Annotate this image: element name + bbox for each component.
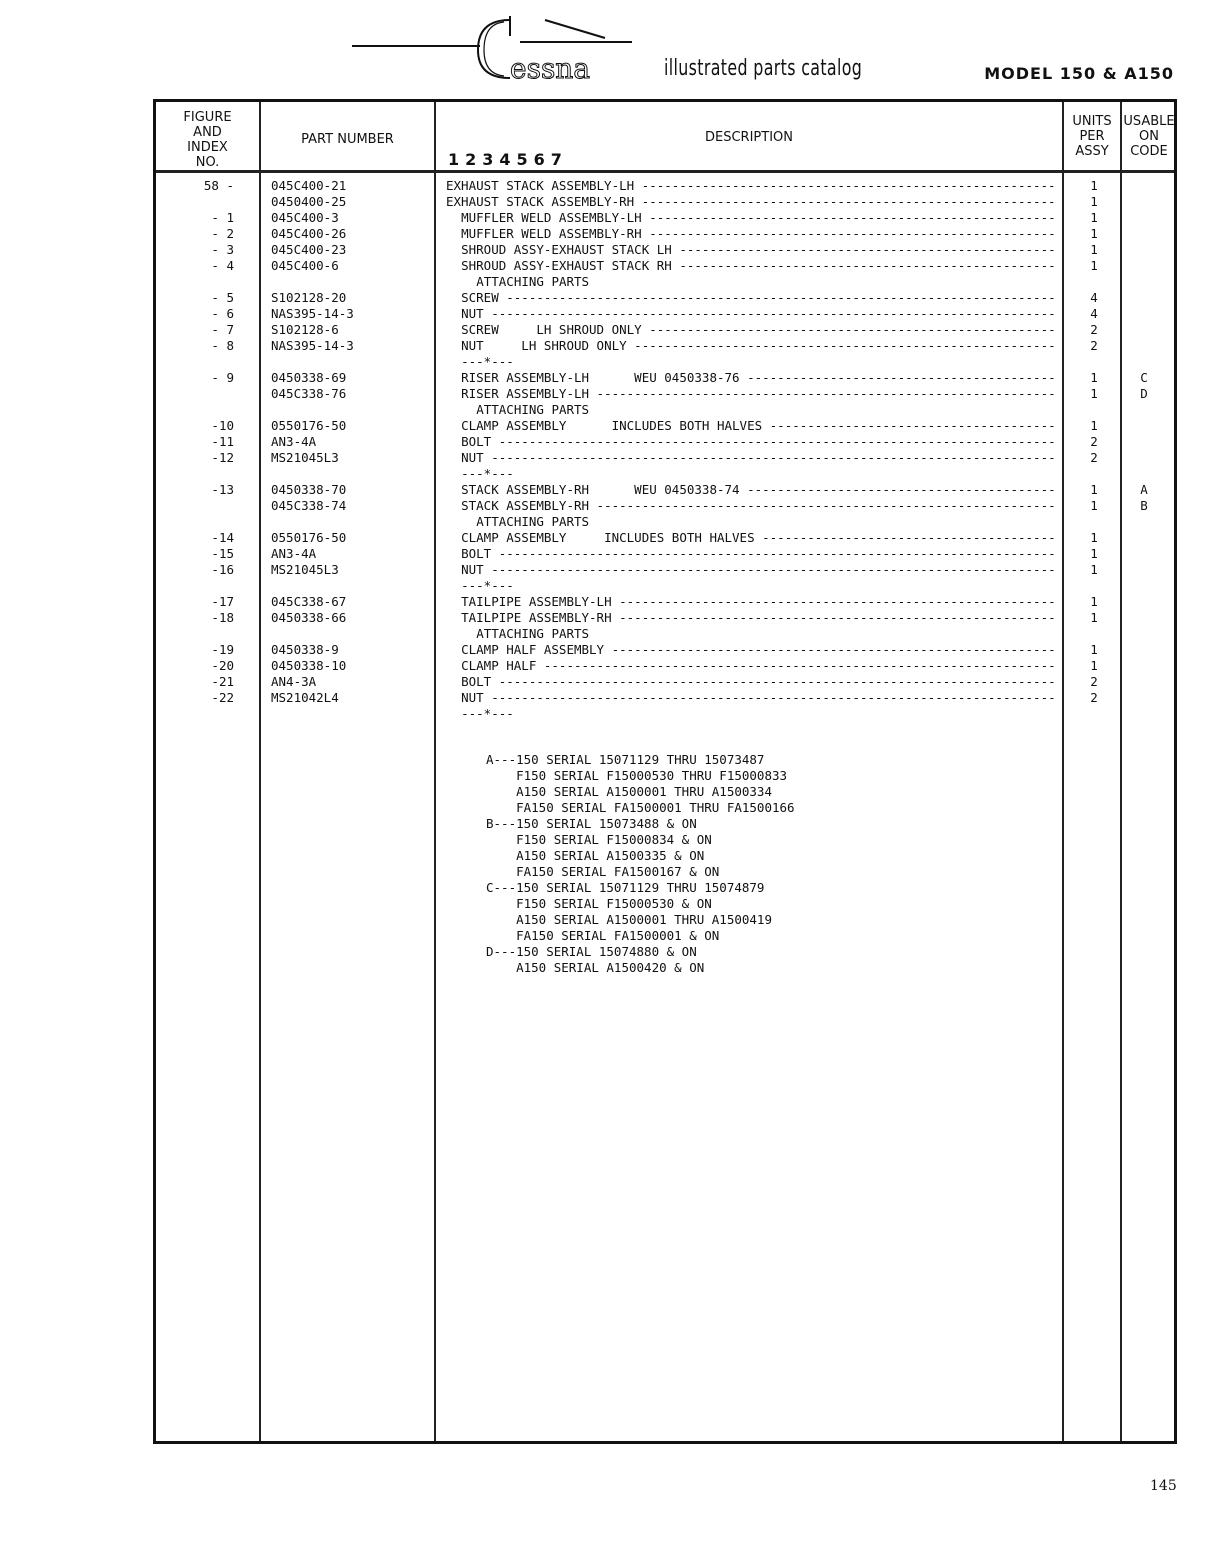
table-row: [156, 514, 1174, 530]
serial-note-line: A150 SERIAL A1500001 THRU A1500419: [486, 912, 772, 927]
part-number-cell: MS21042L4: [271, 690, 339, 705]
usable-code-cell: A: [1140, 482, 1148, 497]
units-cell: 1: [1090, 658, 1098, 673]
table-row: [156, 562, 1174, 578]
description-cell: ATTACHING PARTS: [476, 274, 590, 289]
units-cell: 1: [1090, 610, 1098, 625]
units-cell: 1: [1090, 210, 1098, 225]
part-number-cell: 045C338-74: [271, 498, 347, 513]
description-cell: NUT ---------------------------------------------------------------------------: [461, 562, 1056, 577]
figure-index-cell: - 3: [211, 242, 234, 257]
table-row: [156, 322, 1174, 338]
description-cell: CLAMP HALF --------------------------------------------------------------------: [461, 658, 1056, 673]
serial-note-line: A---150 SERIAL 15071129 THRU 15073487: [486, 752, 765, 767]
units-cell: 1: [1090, 386, 1098, 401]
parts-table: [153, 99, 1177, 1444]
part-number-cell: MS21045L3: [271, 562, 339, 577]
units-cell: 1: [1090, 562, 1098, 577]
serial-note-line: B---150 SERIAL 15073488 & ON: [486, 816, 697, 831]
units-cell: 1: [1090, 498, 1098, 513]
description-cell: SHROUD ASSY-EXHAUST STACK LH --------------------------------------------------: [461, 242, 1056, 257]
table-row: [156, 706, 1174, 722]
table-row: [156, 242, 1174, 258]
figure-index-cell: -15: [211, 546, 234, 561]
table-row: [156, 594, 1174, 610]
serial-note-line: FA150 SERIAL FA1500001 & ON: [486, 928, 720, 943]
description-cell: SCREW LH SHROUD ONLY ------------------------------------------------------: [461, 322, 1056, 337]
figure-index-cell: -10: [211, 418, 234, 433]
table-row: [156, 690, 1174, 706]
part-number-cell: MS21045L3: [271, 450, 339, 465]
units-cell: 1: [1090, 178, 1098, 193]
table-row: [156, 226, 1174, 242]
table-row: [156, 642, 1174, 658]
table-row: [156, 498, 1174, 514]
description-cell: NUT ---------------------------------------------------------------------------: [461, 690, 1056, 705]
part-number-cell: AN3-4A: [271, 546, 317, 561]
units-cell: 1: [1090, 258, 1098, 273]
table-row: [156, 658, 1174, 674]
part-number-cell: 0450400-25: [271, 194, 347, 209]
description-cell: STACK ASSEMBLY-RH WEU 0450338-74 -----------------------------------------: [461, 482, 1056, 497]
description-cell: ---*---: [461, 578, 514, 593]
header-divider: [156, 170, 1174, 173]
part-number-cell: 045C400-26: [271, 226, 347, 241]
description-cell: NUT LH SHROUD ONLY --------------------------------------------------------: [461, 338, 1056, 353]
table-row: [156, 626, 1174, 642]
figure-index-cell: -12: [211, 450, 234, 465]
part-number-cell: 0450338-9: [271, 642, 339, 657]
usable-code-cell: B: [1140, 498, 1148, 513]
table-row: [156, 258, 1174, 274]
description-cell: NUT ---------------------------------------------------------------------------: [461, 306, 1056, 321]
units-cell: 1: [1090, 546, 1098, 561]
table-row: [156, 306, 1174, 322]
table-row: [156, 434, 1174, 450]
units-cell: 1: [1090, 530, 1098, 545]
serial-note-line: A150 SERIAL A1500335 & ON: [486, 848, 705, 863]
description-header: DESCRIPTION: [705, 130, 793, 145]
figure-index-cell: -16: [211, 562, 234, 577]
figure-index-header: FIGURE AND INDEX NO.: [183, 110, 232, 170]
table-row: [156, 402, 1174, 418]
units-cell: 1: [1090, 594, 1098, 609]
figure-index-cell: -18: [211, 610, 234, 625]
description-cell: EXHAUST STACK ASSEMBLY-RH -------------------------------------------------------: [446, 194, 1056, 209]
figure-index-cell: -13: [211, 482, 234, 497]
figure-index-cell: -11: [211, 434, 234, 449]
table-row: [156, 674, 1174, 690]
description-cell: CLAMP ASSEMBLY INCLUDES BOTH HALVES --------------------------------------: [461, 418, 1056, 433]
part-number-cell: 0450338-10: [271, 658, 347, 673]
part-number-cell: AN3-4A: [271, 434, 317, 449]
svg-text:essna: essna: [510, 52, 591, 85]
table-row: [156, 530, 1174, 546]
table-row: [156, 450, 1174, 466]
figure-index-cell: - 8: [211, 338, 234, 353]
units-header: UNITS PER ASSY: [1072, 114, 1112, 159]
description-cell: ---*---: [461, 354, 514, 369]
units-cell: 1: [1090, 418, 1098, 433]
part-number-cell: 0450338-70: [271, 482, 347, 497]
description-cell: BOLT --------------------------------------------------------------------------: [461, 546, 1056, 561]
part-number-cell: 0450338-66: [271, 610, 347, 625]
table-row: [156, 578, 1174, 594]
description-cell: STACK ASSEMBLY-RH -------------------------------------------------------------: [461, 498, 1056, 513]
table-row: [156, 194, 1174, 210]
part-number-cell: 0450338-69: [271, 370, 347, 385]
description-cell: EXHAUST STACK ASSEMBLY-LH -------------------------------------------------------: [446, 178, 1056, 193]
part-number-cell: 0550176-50: [271, 530, 347, 545]
serial-note-line: FA150 SERIAL FA1500167 & ON: [486, 864, 720, 879]
units-cell: 2: [1090, 690, 1098, 705]
description-cell: BOLT --------------------------------------------------------------------------: [461, 674, 1056, 689]
page-header: [0, 0, 1212, 100]
figure-index-cell: -19: [211, 642, 234, 657]
figure-index-cell: -21: [211, 674, 234, 689]
part-number-cell: 0550176-50: [271, 418, 347, 433]
units-cell: 1: [1090, 242, 1098, 257]
serial-note-line: F150 SERIAL F15000834 & ON: [486, 832, 712, 847]
table-row: [156, 418, 1174, 434]
serial-note-line: D---150 SERIAL 15074880 & ON: [486, 944, 697, 959]
description-cell: SCREW -------------------------------------------------------------------------: [461, 290, 1056, 305]
part-number-cell: S102128-6: [271, 322, 339, 337]
serial-note-line: F150 SERIAL F15000530 THRU F15000833: [486, 768, 788, 783]
description-cell: TAILPIPE ASSEMBLY-LH ----------------------------------------------------------: [461, 594, 1056, 609]
serial-note-line: FA150 SERIAL FA1500001 THRU FA1500166: [486, 800, 795, 815]
serial-note-line: A150 SERIAL A1500001 THRU A1500334: [486, 784, 772, 799]
description-cell: ---*---: [461, 466, 514, 481]
units-cell: 1: [1090, 226, 1098, 241]
figure-index-cell: - 9: [211, 370, 234, 385]
units-cell: 4: [1090, 306, 1098, 321]
table-row: [156, 482, 1174, 498]
units-cell: 1: [1090, 194, 1098, 209]
part-number-cell: 045C400-23: [271, 242, 347, 257]
usable-code-cell: C: [1140, 370, 1148, 385]
part-number-cell: NAS395-14-3: [271, 306, 354, 321]
usable-code-cell: D: [1140, 386, 1148, 401]
description-cell: RISER ASSEMBLY-LH -------------------------------------------------------------: [461, 386, 1056, 401]
description-cell: SHROUD ASSY-EXHAUST STACK RH --------------------------------------------------: [461, 258, 1056, 273]
description-cell: CLAMP HALF ASSEMBLY -----------------------------------------------------------: [461, 642, 1056, 657]
description-cell: ATTACHING PARTS: [476, 402, 590, 417]
figure-index-cell: -14: [211, 530, 234, 545]
part-number-cell: 045C400-6: [271, 258, 339, 273]
figure-index-cell: - 4: [211, 258, 234, 273]
figure-index-cell: - 5: [211, 290, 234, 305]
units-cell: 2: [1090, 434, 1098, 449]
units-cell: 2: [1090, 450, 1098, 465]
figure-index-cell: -22: [211, 690, 234, 705]
figure-index-cell: -17: [211, 594, 234, 609]
description-cell: RISER ASSEMBLY-LH WEU 0450338-76 -----------------------------------------: [461, 370, 1056, 385]
figure-index-cell: - 6: [211, 306, 234, 321]
part-number-cell: NAS395-14-3: [271, 338, 354, 353]
units-cell: 1: [1090, 370, 1098, 385]
description-cell: CLAMP ASSEMBLY INCLUDES BOTH HALVES ---------------------------------------: [461, 530, 1056, 545]
part-number-cell: AN4-3A: [271, 674, 317, 689]
description-cell: ATTACHING PARTS: [476, 626, 590, 641]
part-number-cell: 045C400-3: [271, 210, 339, 225]
table-row: [156, 210, 1174, 226]
usable-code-header: USABLE ON CODE: [1123, 114, 1175, 159]
units-cell: 1: [1090, 482, 1098, 497]
table-row: [156, 338, 1174, 354]
description-cell: BOLT --------------------------------------------------------------------------: [461, 434, 1056, 449]
cessna-logo: [350, 8, 650, 88]
part-number-cell: S102128-20: [271, 290, 347, 305]
part-number-cell: 045C400-21: [271, 178, 347, 193]
description-cell: ATTACHING PARTS: [476, 514, 590, 529]
units-cell: 4: [1090, 290, 1098, 305]
serial-note-line: F150 SERIAL F15000530 & ON: [486, 896, 712, 911]
table-row: [156, 546, 1174, 562]
page-number: 145: [1150, 1478, 1177, 1494]
model-label: MODEL 150 & A150: [984, 64, 1174, 83]
catalog-title: illustrated parts catalog: [664, 56, 863, 81]
units-cell: 2: [1090, 338, 1098, 353]
part-number-cell: 045C338-67: [271, 594, 347, 609]
table-row: [156, 274, 1174, 290]
indent-digits: 1234567: [448, 150, 568, 169]
table-row: [156, 610, 1174, 626]
table-row: [156, 178, 1174, 194]
description-cell: ---*---: [461, 706, 514, 721]
serial-note-line: C---150 SERIAL 15071129 THRU 15074879: [486, 880, 765, 895]
table-row: [156, 386, 1174, 402]
figure-index-cell: - 7: [211, 322, 234, 337]
units-cell: 1: [1090, 642, 1098, 657]
units-cell: 2: [1090, 322, 1098, 337]
figure-index-cell: 58 -: [203, 178, 234, 193]
figure-index-cell: -20: [211, 658, 234, 673]
part-number-header: PART NUMBER: [301, 132, 394, 147]
description-cell: NUT ---------------------------------------------------------------------------: [461, 450, 1056, 465]
table-row: [156, 370, 1174, 386]
figure-index-cell: - 1: [211, 210, 234, 225]
table-row: [156, 354, 1174, 370]
description-cell: TAILPIPE ASSEMBLY-RH ----------------------------------------------------------: [461, 610, 1056, 625]
serial-note-line: A150 SERIAL A1500420 & ON: [486, 960, 705, 975]
table-row: [156, 290, 1174, 306]
description-cell: MUFFLER WELD ASSEMBLY-RH ------------------------------------------------------: [461, 226, 1056, 241]
figure-index-cell: - 2: [211, 226, 234, 241]
table-row: [156, 466, 1174, 482]
units-cell: 2: [1090, 674, 1098, 689]
description-cell: MUFFLER WELD ASSEMBLY-LH ------------------------------------------------------: [461, 210, 1056, 225]
part-number-cell: 045C338-76: [271, 386, 347, 401]
serial-notes: [486, 752, 795, 976]
